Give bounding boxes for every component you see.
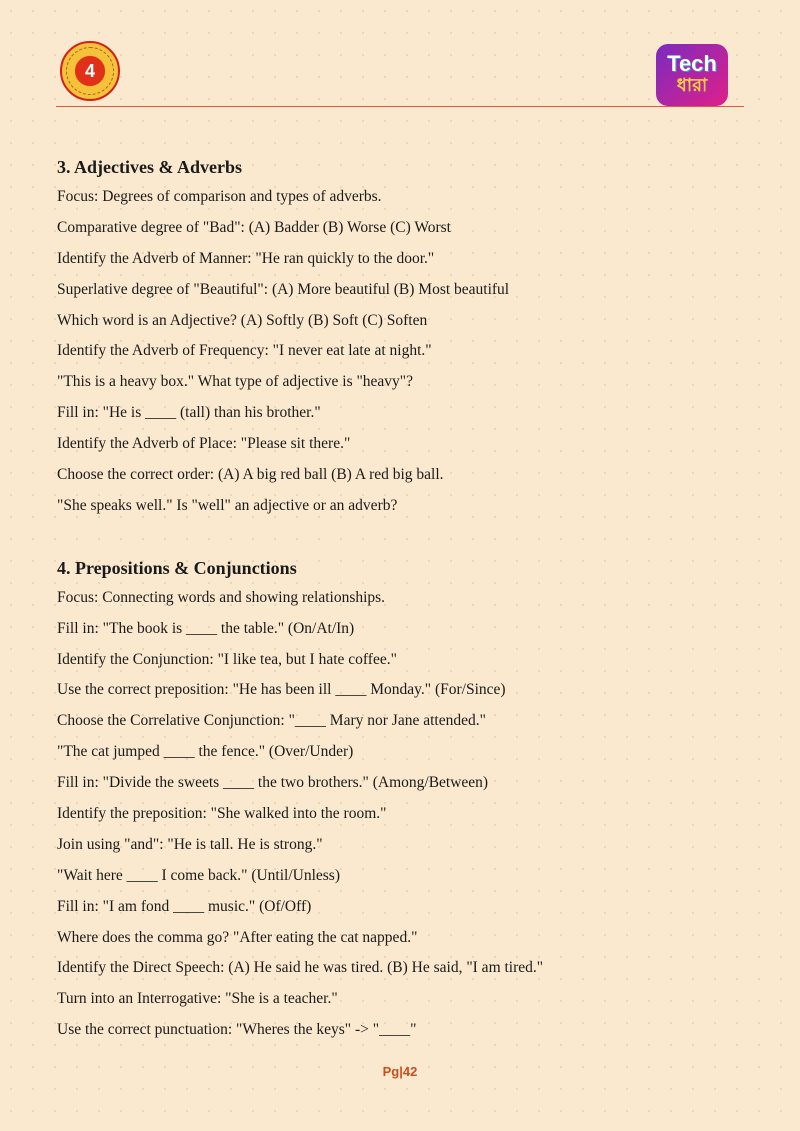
section-line: Where does the comma go? "After eating the cat napped."	[57, 928, 418, 946]
section-line: Identify the preposition: "She walked into the room."	[57, 805, 387, 823]
tech-dhara-logo-line2: ধারা	[676, 75, 708, 96]
section-line: Use the correct punctuation: "Wheres the keys" -> "____"	[57, 1021, 417, 1039]
logo-core: 4	[75, 56, 105, 86]
page-number: Pg|42	[382, 1064, 418, 1079]
section-title: 3. Adjectives & Adverbs	[57, 157, 242, 177]
section-line: Fill in: "He is ____ (tall) than his brother."	[57, 404, 321, 422]
page-content	[57, 152, 747, 1046]
section-line: Identify the Direct Speech: (A) He said he was tired. (B) He said, "I am tired."	[57, 959, 544, 977]
section-line: Comparative degree of "Bad": (A) Badder (B) Worse (C) Worst	[57, 218, 451, 236]
section-line: "The cat jumped ____ the fence." (Over/Under)	[57, 743, 354, 761]
section-prepositions-conjunctions	[57, 553, 747, 1046]
section-line: Identify the Adverb of Place: "Please sit there."	[57, 435, 351, 453]
tech-dhara-logo	[656, 44, 728, 106]
logo-ring	[66, 47, 114, 95]
section-line: Fill in: "I am fond ____ music." (Of/Off)	[57, 897, 312, 915]
section-line: Superlative degree of "Beautiful": (A) More beautiful (B) Most beautiful	[57, 280, 510, 298]
section-line: Turn into an Interrogative: "She is a teacher."	[57, 990, 338, 1008]
section-line: Join using "and": "He is tall. He is strong."	[57, 835, 323, 853]
section-line: "Wait here ____ I come back." (Until/Unless)	[57, 866, 341, 884]
section-line: Choose the correct order: (A) A big red ball (B) A red big ball.	[57, 466, 444, 484]
section-line: Use the correct preposition: "He has been ill ____ Monday." (For/Since)	[57, 681, 506, 699]
section-line: Fill in: "Divide the sweets ____ the two brothers." (Among/Between)	[57, 774, 489, 792]
techno-india-logo	[60, 41, 120, 101]
section-line: Identify the Adverb of Manner: "He ran quickly to the door."	[57, 249, 435, 267]
section-line: Choose the Correlative Conjunction: "____ Mary nor Jane attended."	[57, 712, 486, 730]
section-line: Identify the Adverb of Frequency: "I never eat late at night."	[57, 342, 432, 360]
header-divider	[56, 106, 744, 107]
section-title: 4. Prepositions & Conjunctions	[57, 557, 297, 578]
section-line: Focus: Connecting words and showing relationships.	[57, 588, 386, 606]
section-line: Fill in: "The book is ____ the table." (On/At/In)	[57, 619, 355, 637]
section-gap	[57, 522, 747, 553]
section-line: Identify the Conjunction: "I like tea, but I hate coffee."	[57, 650, 397, 668]
section-line: "She speaks well." Is "well" an adjective or an adverb?	[57, 496, 398, 514]
section-adjectives-adverbs	[57, 152, 747, 522]
tech-dhara-logo-line1: Tech	[667, 51, 717, 76]
section-line: Which word is an Adjective? (A) Softly (B) Soft (C) Soften	[57, 311, 428, 329]
section-line: "This is a heavy box." What type of adjective is "heavy"?	[57, 373, 414, 391]
section-line: Focus: Degrees of comparison and types of adverbs.	[57, 188, 382, 205]
